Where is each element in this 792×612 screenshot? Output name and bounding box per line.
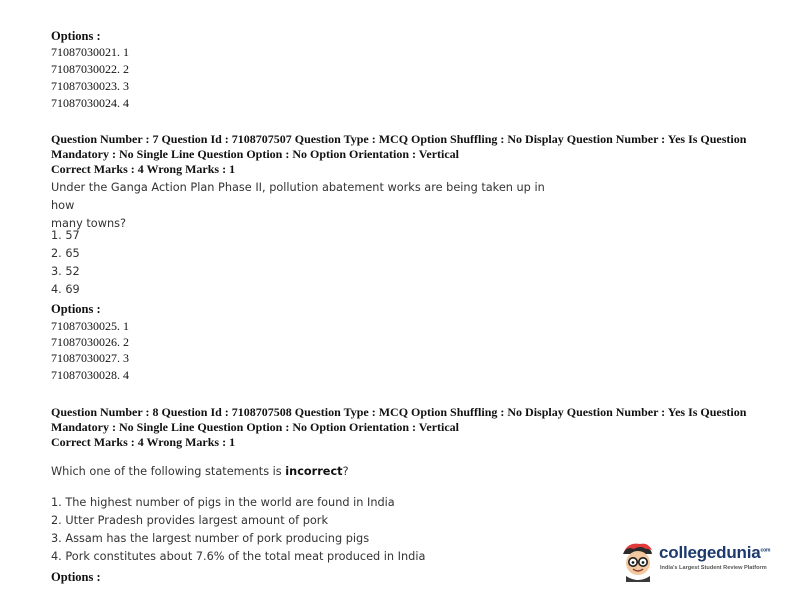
question-7-option-id-1: 71087030025. 1 [51, 319, 129, 333]
question-7-choice-1: 1. 57 [51, 229, 80, 242]
options-label: Options : [51, 29, 101, 43]
question-8-choice-3: 3. Assam has the largest number of pork producing pigs [51, 532, 370, 545]
question-8-text-suffix: ? [342, 465, 349, 478]
question-7-option-id-2: 71087030026. 2 [51, 335, 129, 349]
question-8-text-prefix: Which one of the following statements is [51, 465, 286, 478]
question-8-marks: Correct Marks : 4 Wrong Marks : 1 [51, 435, 236, 449]
mascot-icon [618, 540, 658, 582]
question-8-choice-4: 4. Pork constitutes about 7.6% of the total meat produced in India [51, 550, 426, 563]
question-8-meta-line1: Question Number : 8 Question Id : 7108707508 Question Type : MCQ Option Shuffling : No Display Question Number : Yes Is Question [51, 405, 747, 419]
question-7-option-id-4: 71087030028. 4 [51, 368, 129, 382]
question-7-text-line1: Under the Ganga Action Plan Phase II, pollution abatement works are being taken up in how [51, 181, 545, 212]
question-7-text-line2: many towns? [51, 217, 126, 230]
option-id-4: 71087030024. 4 [51, 96, 129, 110]
collegedunia-logo [618, 540, 771, 582]
question-7-meta-line1: Question Number : 7 Question Id : 7108707507 Question Type : MCQ Option Shuffling : No Display Question Number : Yes Is Question [51, 132, 747, 146]
question-8-choice-2: 2. Utter Pradesh provides largest amount of pork [51, 514, 328, 527]
option-id-2: 71087030022. 2 [51, 62, 129, 76]
option-id-3: 71087030023. 3 [51, 79, 129, 93]
option-id-1: 71087030021. 1 [51, 45, 129, 59]
question-8-options-label: Options : [51, 570, 101, 584]
question-8-meta-line2: Mandatory : No Single Line Question Option : No Option Orientation : Vertical [51, 420, 460, 434]
question-7-meta-line2: Mandatory : No Single Line Question Option : No Option Orientation : Vertical [51, 147, 460, 161]
question-7-option-id-3: 71087030027. 3 [51, 351, 129, 365]
question-7-choice-2: 2. 65 [51, 247, 80, 260]
question-7-choice-4: 4. 69 [51, 283, 80, 296]
question-7-marks: Correct Marks : 4 Wrong Marks : 1 [51, 162, 236, 176]
question-7-text [51, 179, 571, 233]
question-7-options-label: Options : [51, 302, 101, 316]
question-7-meta [51, 132, 761, 177]
question-8-meta [51, 405, 761, 450]
question-8-choice-1: 1. The highest number of pigs in the world are found in India [51, 496, 395, 509]
logo-tagline: India's Largest Student Review Platform [660, 565, 767, 571]
question-7-choice-3: 3. 52 [51, 265, 80, 278]
question-8-text [51, 463, 571, 481]
question-8-text-emphasis: incorrect [285, 465, 343, 478]
logo-wordmark: collegedunia$^{com}$ [659, 543, 771, 562]
